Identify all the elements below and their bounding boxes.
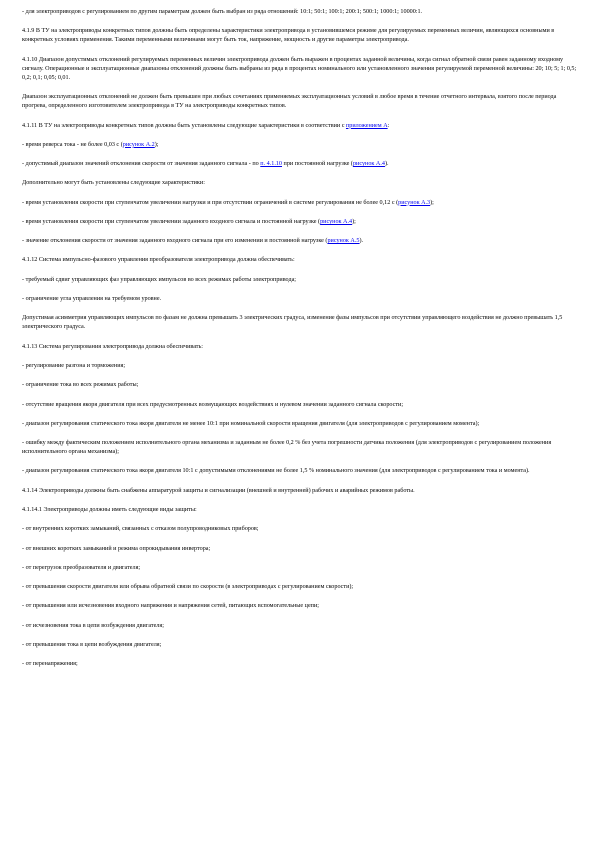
cross-reference-link[interactable]: приложением А xyxy=(345,122,388,129)
paragraph xyxy=(22,525,579,534)
paragraph xyxy=(22,487,579,496)
paragraph-text: 4.1.12 Система импульсно-фазового управления преобразователя электропривода должна обеспечивать: xyxy=(22,257,295,264)
paragraph-text: при постоянной нагрузке ( xyxy=(282,161,353,168)
paragraph-text: Дополнительно могут быть установлены следующие характеристики: xyxy=(22,180,205,187)
paragraph xyxy=(22,93,579,111)
paragraph-text: - время реверса тока - не более 0,03 с ( xyxy=(22,141,123,148)
paragraph-text: - от перенапряжения; xyxy=(22,661,78,668)
paragraph xyxy=(22,160,579,169)
paragraph xyxy=(22,506,579,515)
paragraph-text: - ошибку между фактическим положением исполнительного органа механизма и заданным не более 0,2 % без учета погрешности датчика положения (для электроприводов с регулированием положения исполнительного органа механизма); xyxy=(22,440,552,456)
paragraph xyxy=(22,276,579,285)
paragraph xyxy=(22,218,579,227)
paragraph xyxy=(22,381,579,390)
paragraph xyxy=(22,641,579,650)
paragraph xyxy=(22,467,579,476)
paragraph-text: Допустимая асимметрия управляющих импульсов по фазам не должна превышать 3 электрических градуса, изменение фазы импульсов при отсутствии управляющего воздействия не должно превышать 1,5 электрического градуса. xyxy=(22,315,563,331)
paragraph-text: 4.1.10 Диапазон допустимых отклонений регулируемых переменных величин электропривода должен быть выражен в процентах заданной величины, когда сигнал обратной связи равен заданному входному сигналу. Операционные и эксплуатационные диапазоны отклонений должны быть выбраны из ряда в процентах номинального или установленного значения регулируемой переменной величины: 20; 10; 5; 1; 0,5; 0,2; 0,1; 0,05; 0,01. xyxy=(22,56,577,81)
paragraph-text: - для электроприводов с регулированием по другим параметрам должен быть выбран из ряда отношений: 10:1; 50:1; 100:1; 200:1; 500:1; 1000:1; 10000:1. xyxy=(22,9,423,15)
paragraph xyxy=(22,8,579,17)
paragraph-text: - регулирование разгона и торможения; xyxy=(22,362,126,369)
paragraph xyxy=(22,56,579,83)
paragraph xyxy=(22,622,579,631)
paragraph-text: - от внутренних коротких замыканий, связанных с отказом полупроводниковых приборов; xyxy=(22,526,259,533)
paragraph-text: - от превышения скорости двигателя или обрыва обратной связи по скорости (в электроприводах с регулированием скорости); xyxy=(22,584,354,591)
paragraph-text: 4.1.13 Система регулирования электропривода должна обеспечивать: xyxy=(22,343,203,350)
paragraph xyxy=(22,583,579,592)
paragraph xyxy=(22,141,579,150)
paragraph-text: - значение отклонения скорости от значения заданного входного сигнала при его изменении и постоянной нагрузке ( xyxy=(22,238,328,245)
paragraph-text: - диапазон регулирования статического тока якоря двигателя 10:1 с допустимыми отклонениями не более 1,5 % номинального значения (для электроприводов с регулированием тока и момента). xyxy=(22,468,530,475)
paragraph-text: ); xyxy=(430,199,434,206)
paragraph-text: - время установления скорости при ступенчатом увеличении заданного входного сигнала и постоянной нагрузке ( xyxy=(22,218,321,225)
paragraph-text: - время установления скорости при ступенчатом увеличении нагрузки и при отсутствии ограничений в системе регулирования не более 0,12 с ( xyxy=(22,199,399,206)
paragraph-text: - от исчезновения тока в цепи возбуждения двигателя; xyxy=(22,622,164,629)
paragraph-text: 4.1.14 Электроприводы должны быть снабжены аппаратурой защиты и сигнализации (внешней и внутренней) рабочих и аварийных режимов работы. xyxy=(22,487,415,494)
paragraph xyxy=(22,564,579,573)
paragraph-text: ). xyxy=(384,161,389,168)
paragraph-text: ); xyxy=(352,218,356,225)
cross-reference-link[interactable]: рисунок А.3 xyxy=(398,199,431,206)
paragraph-text: - от превышения или исчезновения входного напряжения и напряжения сетей, питающих вспомогательные цепи; xyxy=(22,603,319,610)
paragraph-text: Диапазон эксплуатационных отклонений не должен быть превышен при любых сочетаниях применяемых эксплуатационных условий в любое время в течение отчетного интервала, взятого после периода прогрева, определенного изготовителем электропривода в ТУ на электроприводы конкретных типов. xyxy=(22,94,557,110)
paragraph-text: 4.1.11 В ТУ на электроприводы конкретных типов должны быть установлены следующие характеристики в соответствии с xyxy=(22,122,346,129)
cross-reference-link[interactable]: рисунок А.2 xyxy=(122,141,155,148)
paragraph-text: - диапазон регулирования статического тока якоря двигателя не менее 10:1 при номинальной скорости вращения двигателя (для электроприводов с регулированием момента); xyxy=(22,420,480,427)
paragraph xyxy=(22,660,579,669)
paragraph-text: - от внешних коротких замыканий и режима опрокидывания инвертора; xyxy=(22,545,211,552)
paragraph xyxy=(22,343,579,352)
paragraph xyxy=(22,314,579,332)
paragraph xyxy=(22,199,579,208)
paragraph-text: - отсутствие вращения якоря двигателя при всех предусмотренных возмущающих воздействиях и нулевом значении заданного сигнала скорости; xyxy=(22,401,404,408)
cross-reference-link[interactable]: п. 4.1.10 xyxy=(260,161,283,168)
paragraph xyxy=(22,295,579,304)
paragraph-text: : xyxy=(387,122,390,129)
paragraph xyxy=(22,256,579,265)
paragraph xyxy=(22,362,579,371)
paragraph xyxy=(22,545,579,554)
paragraph-text: - ограничение тока во всех режимах работы; xyxy=(22,382,139,389)
cross-reference-link[interactable]: рисунок А.4 xyxy=(352,161,385,168)
paragraph xyxy=(22,420,579,429)
paragraph xyxy=(22,439,579,457)
paragraph xyxy=(22,122,579,131)
paragraph-text: - допустимый диапазон значений отклонения скорости от значения заданного сигнала - по xyxy=(22,161,261,168)
cross-reference-link[interactable]: рисунок А.4 xyxy=(320,218,353,225)
paragraph xyxy=(22,27,579,45)
paragraph xyxy=(22,401,579,410)
paragraph-text: 4.1.9 В ТУ на электроприводы конкретных типов должны быть определены характеристики электропривода в установившемся режиме для регулируемых переменных величин, являющихся основными в конкретных условиях применения. Такими переменными величинами могут быть ток, напряжение, мощность и другие параметры электропривода. xyxy=(22,28,555,44)
paragraph-text: - от перегрузок преобразователя и двигателя; xyxy=(22,564,141,571)
paragraph xyxy=(22,179,579,188)
paragraph xyxy=(22,602,579,611)
paragraph-text: - требуемый сдвиг управляющих фаз управляющих импульсов во всех режимах работы электропривода; xyxy=(22,276,297,283)
paragraph-text: ); xyxy=(154,141,159,148)
paragraph-text: - ограничение угла управления на требуемом уровне. xyxy=(22,296,162,303)
paragraph-text: 4.1.14.1 Электроприводы должны иметь следующие виды защиты: xyxy=(22,507,197,514)
paragraph-text: - от превышения тока в цепи возбуждения двигателя; xyxy=(22,642,162,648)
paragraph-text: ). xyxy=(359,238,364,245)
cross-reference-link[interactable]: рисунок А.5 xyxy=(327,238,360,245)
paragraph xyxy=(22,237,579,246)
